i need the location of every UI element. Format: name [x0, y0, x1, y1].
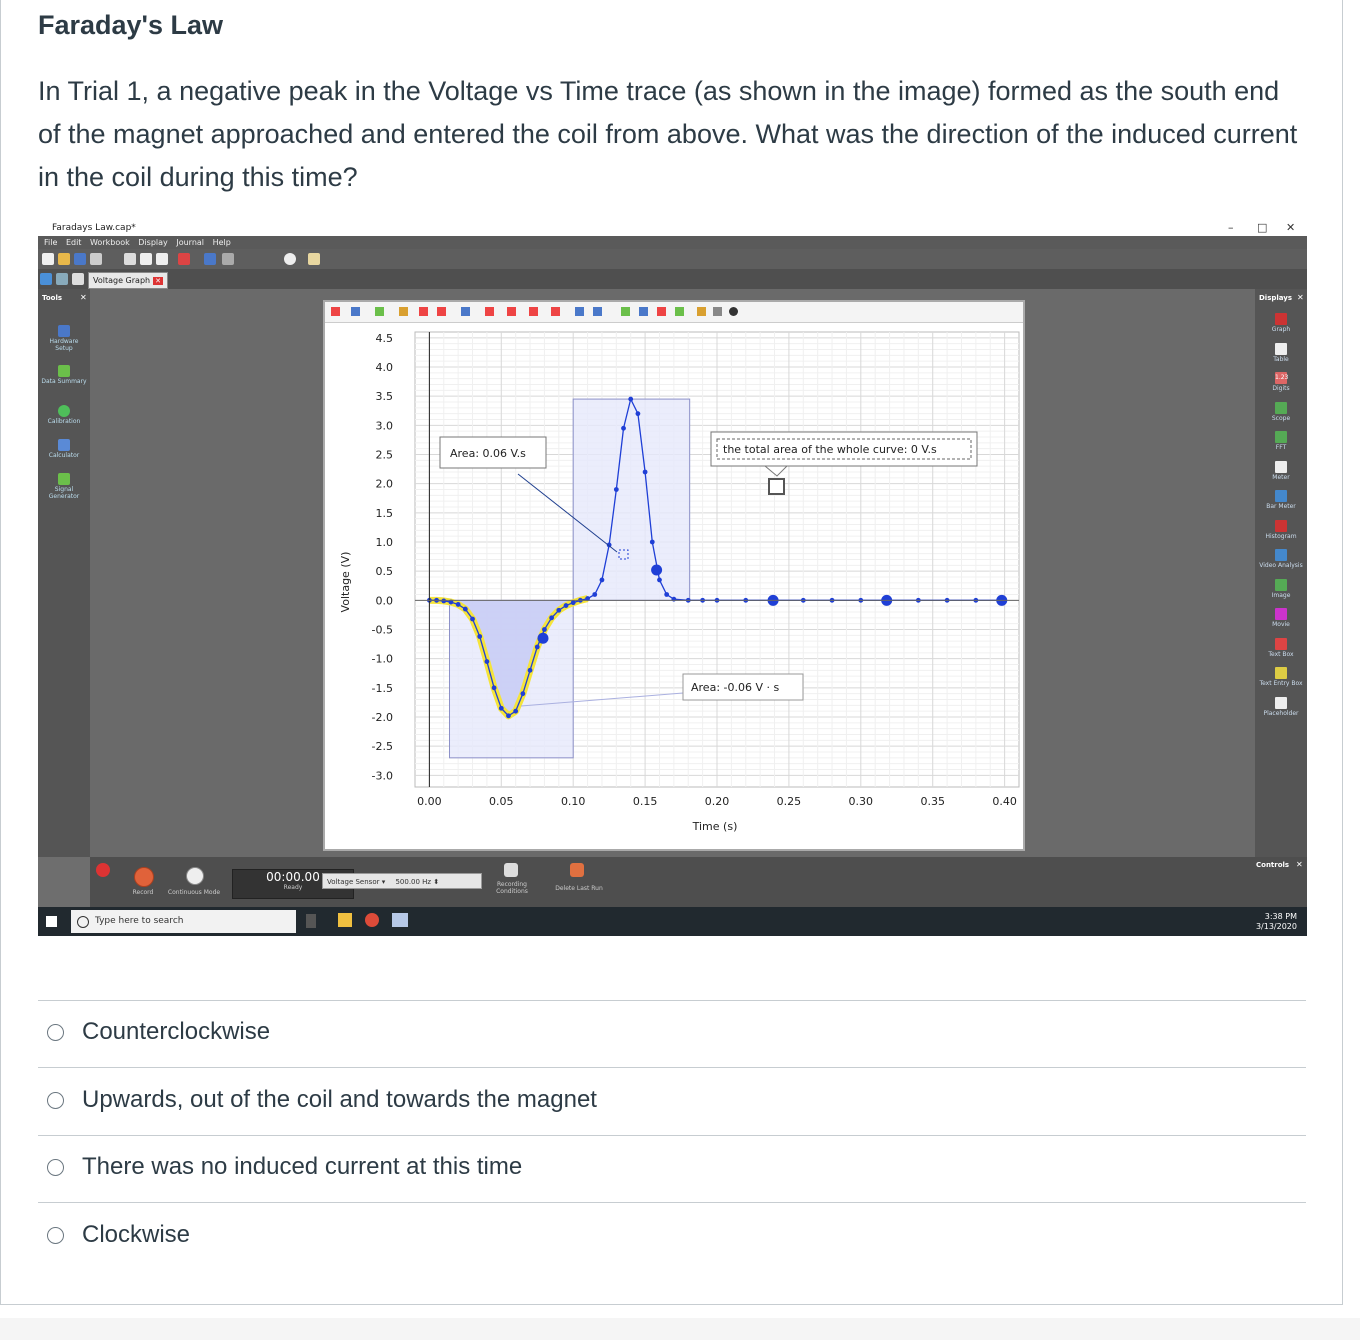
data-point [636, 411, 641, 416]
window-titlebar [38, 220, 1307, 236]
radio-button[interactable] [47, 1159, 64, 1176]
graph-toolbar [325, 302, 1023, 323]
answer-option-clockwise[interactable] [47, 1220, 190, 1250]
paste-icon[interactable] [156, 253, 168, 265]
annotation-total-area-text: the total area of the whole curve: 0 V.s [723, 443, 937, 456]
sensor-select[interactable]: Voltage Sensor [327, 878, 380, 886]
continuous-mode-icon[interactable] [186, 867, 204, 885]
answer-label: Clockwise [82, 1221, 191, 1248]
windows-taskbar [38, 907, 1307, 936]
journal-snapshot-icon[interactable] [308, 253, 320, 265]
camera-icon[interactable] [284, 253, 296, 265]
signal-generator-icon [58, 473, 70, 485]
y-tick-label: 4.0 [375, 361, 393, 374]
y-tick-label: 2.0 [375, 477, 393, 491]
divider [38, 1202, 1306, 1203]
delete-last-run-icon[interactable] [570, 863, 584, 877]
area-tool-icon[interactable] [399, 307, 408, 316]
y-tick-label: 1.0 [375, 536, 393, 549]
microphone-icon[interactable] [306, 914, 316, 928]
y-tick-label: 1.5 [375, 506, 393, 520]
table-icon [1275, 343, 1287, 355]
tab-row [38, 269, 1307, 289]
page-add-icon[interactable] [72, 273, 84, 285]
histogram-icon [1275, 520, 1287, 532]
bring-to-front-icon[interactable] [675, 307, 684, 316]
data-point [463, 607, 468, 612]
recording-conditions-icon[interactable] [504, 863, 518, 877]
answer-option-upwards[interactable] [47, 1085, 597, 1115]
divider [38, 1067, 1306, 1068]
data-point [643, 470, 648, 475]
cut-icon[interactable] [124, 253, 136, 265]
x-tick-label: 0.35 [920, 795, 945, 808]
data-point [441, 599, 446, 604]
displays-palette [1255, 289, 1307, 857]
x-tick-label: 0.10 [560, 795, 586, 808]
tool-calculator[interactable]: Calculator [40, 439, 88, 459]
menu-bar [38, 236, 1307, 249]
data-point [492, 685, 497, 690]
taskbar-search-placeholder: Type here to search [95, 916, 184, 926]
record-label: Record [132, 889, 154, 896]
divider [38, 1000, 1306, 1001]
data-point [499, 706, 504, 711]
display-placeholder[interactable]: Placeholder [1257, 697, 1305, 717]
y-tick-label: 3.5 [375, 390, 393, 404]
calibration-icon [58, 405, 70, 417]
sensor-rate-control[interactable]: Voltage Sensor ▾ 500.00 Hz ⬍ [322, 873, 482, 889]
add-y-axis-icon[interactable] [575, 307, 584, 316]
display-movie[interactable]: Movie [1257, 608, 1305, 628]
scope-icon [1275, 402, 1287, 414]
tool-calibration[interactable]: Calibration [40, 405, 88, 425]
data-point [535, 645, 540, 650]
data-point [600, 578, 605, 583]
controls-palette [90, 857, 1307, 907]
menu-display[interactable]: Display [138, 238, 168, 247]
highlight-icon[interactable] [375, 307, 384, 316]
data-point [592, 592, 597, 597]
copy-icon[interactable] [140, 253, 152, 265]
pin-icon[interactable] [697, 307, 706, 316]
display-text-entry-box[interactable]: Text Entry Box [1257, 667, 1305, 687]
data-point [549, 615, 554, 620]
answer-label: Counterclockwise [82, 1018, 271, 1045]
menu-workbook[interactable]: Workbook [89, 238, 130, 247]
close-controls-icon[interactable]: ✕ [1296, 860, 1303, 869]
maximize-icon[interactable]: □ [1257, 221, 1268, 234]
data-point [571, 600, 576, 605]
display-text-box[interactable]: Text Box [1257, 638, 1305, 658]
display-digits[interactable]: 1.23 Digits [1272, 374, 1290, 392]
data-point [542, 627, 547, 632]
display-video-analysis[interactable]: Video Analysis [1257, 549, 1305, 569]
controls-header: Controls [1256, 861, 1290, 869]
annotation-area-negative-text: Area: -0.06 V · s [691, 681, 780, 694]
answer-option-no-current[interactable] [47, 1152, 522, 1182]
chrome-icon[interactable] [365, 913, 379, 927]
x-tick-label: 0.05 [489, 795, 514, 808]
annotation-area-positive-text: Area: 0.06 V.s [450, 447, 526, 460]
menu-file[interactable]: File [44, 238, 58, 247]
data-point [628, 397, 633, 402]
sigma-icon[interactable] [419, 307, 428, 316]
data-summary-icon [58, 365, 70, 377]
data-point-marker [537, 633, 548, 644]
add-plot-area-icon[interactable] [621, 307, 630, 316]
record-button[interactable] [134, 867, 154, 887]
data-point [556, 608, 561, 613]
data-point [485, 659, 490, 664]
menu-edit[interactable]: Edit [65, 238, 82, 247]
display-table[interactable]: Table [1257, 343, 1305, 363]
display-graph[interactable]: Graph [1257, 313, 1305, 333]
y-tick-label: 4.5 [375, 331, 393, 345]
curve-fit-icon[interactable] [529, 307, 538, 316]
delete-icon[interactable] [657, 307, 666, 316]
taskbar-time: 3:38 PM [1264, 912, 1297, 921]
scale-to-fit-icon[interactable] [331, 307, 340, 316]
select-run-icon[interactable] [351, 307, 360, 316]
capstone-app-icon[interactable] [392, 913, 408, 927]
bar-meter-icon [1275, 490, 1287, 502]
radio-button[interactable] [47, 1227, 64, 1244]
area-selection-region [573, 399, 689, 600]
text-box-icon [1275, 638, 1287, 650]
page-footer-strip [0, 1318, 1360, 1340]
digits-icon: 1.23 [1275, 372, 1287, 384]
text-annotation-icon[interactable] [507, 307, 516, 316]
page-icon[interactable] [40, 273, 52, 285]
undo-icon[interactable] [204, 253, 216, 265]
x-tick-label: 0.15 [632, 795, 658, 808]
eye-icon[interactable] [729, 307, 738, 316]
print-icon[interactable] [90, 253, 102, 265]
y-tick-label: -2.0 [371, 711, 393, 724]
delete-last-run-label: Delete Last Run [555, 885, 603, 892]
display-fft[interactable]: FFT [1257, 431, 1305, 451]
coordinate-tool-icon[interactable] [461, 307, 470, 316]
y-tick-label: 2.5 [375, 448, 393, 462]
calculated-data-icon[interactable] [551, 307, 560, 316]
windows-start-icon[interactable] [46, 916, 57, 927]
data-point [621, 426, 626, 431]
app-screenshot [38, 220, 1307, 936]
data-point [657, 578, 662, 583]
answer-option-counterclockwise[interactable] [47, 1017, 270, 1047]
data-point-marker [651, 565, 662, 576]
add-plot-icon[interactable] [593, 307, 602, 316]
answer-label: There was no induced current at this time [82, 1153, 523, 1180]
tool-signal-generator[interactable]: Signal Generator [40, 473, 88, 500]
y-tick-label: -1.5 [371, 681, 393, 695]
y-tick-label: 0.0 [375, 594, 393, 608]
hardware-icon [58, 325, 70, 337]
x-axis-label: Time (s) [692, 820, 738, 833]
redo-icon[interactable] [222, 253, 234, 265]
y-axis-label: Voltage (V) [339, 551, 352, 613]
placeholder-icon [1275, 697, 1287, 709]
question-text: In Trial 1, a negative peak in the Voltage vs Time trace (as shown in the image) formed as the south end of the magnet approached and entered the coil from above. What was the direction of the induced current in the coil during this time? [38, 76, 1298, 192]
y-tick-label: -3.0 [371, 769, 393, 783]
chart-icon[interactable] [639, 307, 648, 316]
data-point [470, 617, 475, 622]
display-scope[interactable]: Scope [1257, 402, 1305, 422]
new-file-icon[interactable] [42, 253, 54, 265]
menu-help[interactable]: Help [212, 238, 231, 247]
radio-button[interactable] [47, 1092, 64, 1109]
record-indicator-icon [96, 863, 110, 877]
movie-icon [1275, 608, 1287, 620]
x-tick-label: 0.25 [776, 795, 802, 808]
meter-icon [1275, 461, 1287, 473]
y-tick-label: -2.5 [371, 740, 393, 754]
data-point [650, 540, 655, 545]
fft-icon [1275, 431, 1287, 443]
tab-voltage-graph[interactable] [88, 272, 168, 289]
save-icon[interactable] [74, 253, 86, 265]
minimize-icon[interactable]: – [1228, 221, 1234, 234]
open-folder-icon[interactable] [58, 253, 70, 265]
status-label: Ready [283, 884, 303, 891]
data-point [520, 691, 525, 696]
sample-rate[interactable]: 500.00 Hz [395, 878, 432, 886]
data-point [671, 597, 676, 602]
display-bar-meter[interactable]: Bar Meter [1257, 490, 1305, 510]
calculator-icon [58, 439, 70, 451]
window-title: Faradays Law.cap* [52, 223, 136, 233]
close-icon[interactable]: ✕ [1286, 221, 1296, 234]
data-point [564, 603, 569, 608]
close-displays-icon[interactable]: ✕ [1297, 293, 1304, 302]
tools-palette [38, 289, 90, 857]
tool-hardware-setup[interactable]: Hardware Setup [40, 325, 88, 352]
close-tools-icon[interactable]: ✕ [80, 293, 87, 302]
answer-label: Upwards, out of the coil and towards the magnet [82, 1086, 597, 1113]
gear-icon[interactable] [56, 273, 68, 285]
timer-value: 00:00.00 [266, 870, 320, 884]
data-point [456, 602, 461, 607]
main-toolbar [38, 249, 1307, 269]
divider [38, 1135, 1306, 1136]
recording-conditions-label: Recording Conditions [496, 881, 528, 895]
search-icon [77, 916, 89, 928]
close-tab-icon[interactable]: ✕ [155, 277, 161, 285]
tools-header: Tools [42, 294, 63, 302]
text-entry-box-icon [1275, 667, 1287, 679]
display-meter[interactable]: Meter [1257, 461, 1305, 481]
delete-icon[interactable] [178, 253, 190, 265]
displays-header: Displays [1259, 294, 1293, 302]
y-tick-label: 3.0 [375, 419, 393, 433]
slope-tool-icon[interactable] [485, 307, 494, 316]
taskbar-date: 3/13/2020 [1255, 922, 1297, 931]
y-tick-label: -0.5 [371, 623, 393, 637]
x-tick-label: 0.20 [704, 795, 730, 808]
question-title: Faraday's Law [38, 10, 224, 40]
gear-icon[interactable] [713, 307, 722, 316]
graph-display[interactable] [323, 300, 1025, 851]
graph-icon [1275, 313, 1287, 325]
data-point [506, 713, 511, 718]
voltage-time-chart [325, 322, 1023, 849]
data-point [528, 668, 533, 673]
tool-data-summary[interactable]: Data Summary [40, 365, 88, 385]
file-explorer-icon[interactable] [338, 913, 352, 927]
menu-journal[interactable]: Journal [176, 238, 205, 247]
x-tick-label: 0.40 [992, 795, 1017, 808]
image-icon [1275, 579, 1287, 591]
x-tick-label: 0.00 [417, 795, 442, 808]
y-tick-label: -1.0 [371, 652, 393, 666]
data-point [513, 709, 518, 714]
y-tick-label: 0.5 [375, 565, 393, 579]
annotation-icon[interactable] [437, 307, 446, 316]
mode-label: Continuous Mode [167, 889, 221, 896]
tab-label: Voltage Graph [93, 276, 151, 285]
system-tray [1256, 912, 1297, 932]
data-point [664, 592, 669, 597]
x-tick-label: 0.30 [848, 795, 874, 808]
video-analysis-icon [1275, 549, 1287, 561]
taskbar-search-input[interactable] [71, 910, 296, 933]
display-histogram[interactable]: Histogram [1257, 520, 1305, 540]
radio-button[interactable] [47, 1024, 64, 1041]
display-image[interactable]: Image [1257, 579, 1305, 599]
data-point [614, 487, 619, 492]
data-point [477, 634, 482, 639]
